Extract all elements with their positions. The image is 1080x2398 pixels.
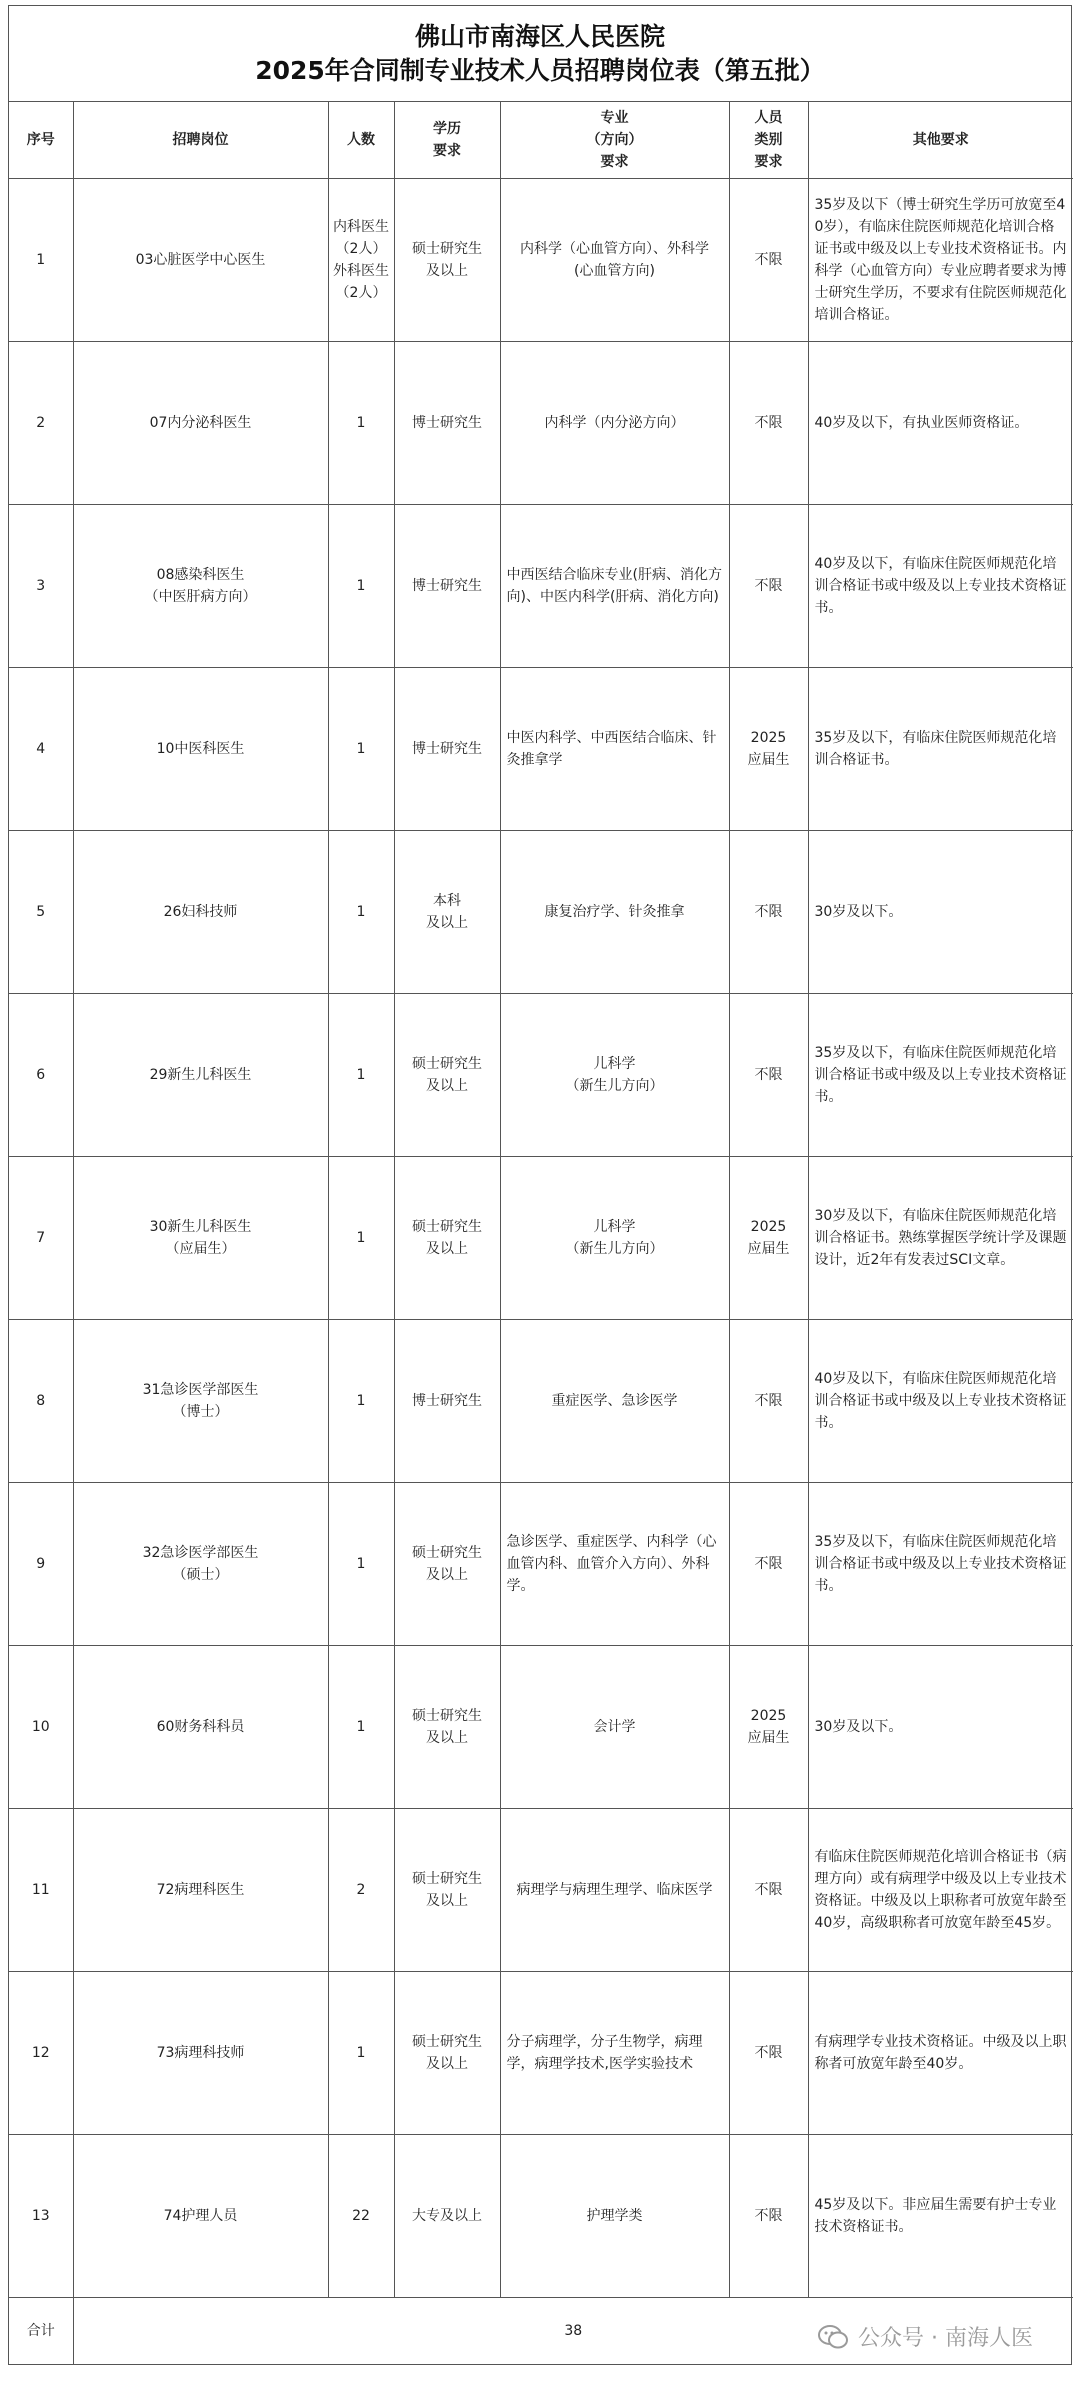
cell-other: 35岁及以下，有临床住院医师规范化培训合格证书。 xyxy=(808,668,1073,831)
cell-count: 1 xyxy=(328,1320,394,1483)
cell-no: 12 xyxy=(9,1972,73,2135)
watermark-text: 公众号 · 南海人医 xyxy=(858,2326,1033,2351)
cell-count: 内科医生 （2人） 外科医生 （2人） xyxy=(328,179,394,342)
header-category: 人员 类别 要求 xyxy=(729,102,808,179)
cell-count: 1 xyxy=(328,1157,394,1320)
cell-other: 35岁及以下，有临床住院医师规范化培训合格证书或中级及以上专业技术资格证书。 xyxy=(808,994,1073,1157)
cell-count: 1 xyxy=(328,1483,394,1646)
recruitment-sheet xyxy=(8,5,1072,2365)
cell-count: 1 xyxy=(328,342,394,505)
table-row xyxy=(9,1320,1073,1483)
cell-position: 08感染科医生 （中医肝病方向） xyxy=(73,505,328,668)
cell-no: 6 xyxy=(9,994,73,1157)
cell-no: 7 xyxy=(9,1157,73,1320)
cell-category: 2025 应届生 xyxy=(729,1646,808,1809)
total-label: 合计 xyxy=(9,2298,73,2365)
cell-no: 3 xyxy=(9,505,73,668)
cell-category: 不限 xyxy=(729,1809,808,1972)
cell-education: 硕士研究生 及以上 xyxy=(394,1972,500,2135)
cell-position: 72病理科医生 xyxy=(73,1809,328,1972)
title-line-2: 2025年合同制专业技术人员招聘岗位表（第五批） xyxy=(255,55,825,85)
cell-other: 有病理学专业技术资格证。中级及以上职称者可放宽年龄至40岁。 xyxy=(808,1972,1073,2135)
cell-other: 40岁及以下，有临床住院医师规范化培训合格证书或中级及以上专业技术资格证书。 xyxy=(808,505,1073,668)
cell-no: 9 xyxy=(9,1483,73,1646)
cell-major: 病理学与病理生理学、临床医学 xyxy=(500,1809,729,1972)
cell-count: 1 xyxy=(328,994,394,1157)
cell-category: 不限 xyxy=(729,342,808,505)
table-row xyxy=(9,1646,1073,1809)
cell-no: 8 xyxy=(9,1320,73,1483)
cell-position: 31急诊医学部医生 （博士） xyxy=(73,1320,328,1483)
cell-category: 2025 应届生 xyxy=(729,1157,808,1320)
positions-table xyxy=(9,102,1073,2364)
header-position: 招聘岗位 xyxy=(73,102,328,179)
cell-category: 不限 xyxy=(729,1972,808,2135)
cell-major: 中西医结合临床专业(肝病、消化方向)、中医内科学(肝病、消化方向) xyxy=(500,505,729,668)
cell-count: 1 xyxy=(328,505,394,668)
table-row xyxy=(9,994,1073,1157)
table-header-row xyxy=(9,102,1073,179)
cell-major: 分子病理学，分子生物学，病理学，病理学技术,医学实验技术 xyxy=(500,1972,729,2135)
cell-count: 22 xyxy=(328,2135,394,2298)
cell-other: 40岁及以下，有执业医师资格证。 xyxy=(808,342,1073,505)
cell-major: 康复治疗学、针灸推拿 xyxy=(500,831,729,994)
cell-major: 护理学类 xyxy=(500,2135,729,2298)
cell-position: 26妇科技师 xyxy=(73,831,328,994)
cell-category: 不限 xyxy=(729,2135,808,2298)
cell-category: 不限 xyxy=(729,831,808,994)
header-major: 专业 （方向） 要求 xyxy=(500,102,729,179)
cell-major: 会计学 xyxy=(500,1646,729,1809)
cell-education: 硕士研究生 及以上 xyxy=(394,1157,500,1320)
cell-position: 07内分泌科医生 xyxy=(73,342,328,505)
cell-major: 内科学（心血管方向）、外科学 (心血管方向) xyxy=(500,179,729,342)
cell-major: 急诊医学、重症医学、内科学（心血管内科、血管介入方向）、外科学。 xyxy=(500,1483,729,1646)
cell-no: 1 xyxy=(9,179,73,342)
cell-education: 本科 及以上 xyxy=(394,831,500,994)
cell-category: 不限 xyxy=(729,1320,808,1483)
cell-major: 中医内科学、中西医结合临床、针灸推拿学 xyxy=(500,668,729,831)
table-row xyxy=(9,668,1073,831)
table-row xyxy=(9,2135,1073,2298)
cell-education: 硕士研究生 及以上 xyxy=(394,1483,500,1646)
cell-education: 硕士研究生 及以上 xyxy=(394,179,500,342)
table-row xyxy=(9,1157,1073,1320)
cell-other: 有临床住院医师规范化培训合格证书（病理方向）或有病理学中级及以上专业技术资格证。中级及以上职称者可放宽年龄至40岁，高级职称者可放宽年龄至45岁。 xyxy=(808,1809,1073,1972)
header-other: 其他要求 xyxy=(808,102,1073,179)
cell-major: 重症医学、急诊医学 xyxy=(500,1320,729,1483)
title-line-1: 佛山市南海区人民医院 xyxy=(414,21,665,51)
cell-category: 不限 xyxy=(729,994,808,1157)
table-row xyxy=(9,505,1073,668)
cell-major: 儿科学 （新生儿方向） xyxy=(500,1157,729,1320)
cell-other: 45岁及以下。非应届生需要有护士专业技术资格证书。 xyxy=(808,2135,1073,2298)
cell-education: 博士研究生 xyxy=(394,505,500,668)
cell-major: 儿科学 （新生儿方向） xyxy=(500,994,729,1157)
cell-no: 11 xyxy=(9,1809,73,1972)
table-row xyxy=(9,1483,1073,1646)
cell-other: 30岁及以下。 xyxy=(808,831,1073,994)
cell-count: 2 xyxy=(328,1809,394,1972)
cell-education: 博士研究生 xyxy=(394,1320,500,1483)
cell-position: 32急诊医学部医生 （硕士） xyxy=(73,1483,328,1646)
cell-count: 1 xyxy=(328,1646,394,1809)
cell-education: 硕士研究生 及以上 xyxy=(394,1809,500,1972)
table-row xyxy=(9,831,1073,994)
cell-category: 不限 xyxy=(729,179,808,342)
cell-count: 1 xyxy=(328,1972,394,2135)
cell-count: 1 xyxy=(328,831,394,994)
cell-other: 35岁及以下，有临床住院医师规范化培训合格证书或中级及以上专业技术资格证书。 xyxy=(808,1483,1073,1646)
cell-position: 10中医科医生 xyxy=(73,668,328,831)
cell-position: 74护理人员 xyxy=(73,2135,328,2298)
total-value: 38 xyxy=(73,2298,1073,2365)
cell-other: 30岁及以下。 xyxy=(808,1646,1073,1809)
cell-education: 博士研究生 xyxy=(394,342,500,505)
cell-position: 03心脏医学中心医生 xyxy=(73,179,328,342)
header-count: 人数 xyxy=(328,102,394,179)
cell-category: 不限 xyxy=(729,1483,808,1646)
cell-position: 30新生儿科医生 （应届生） xyxy=(73,1157,328,1320)
cell-no: 2 xyxy=(9,342,73,505)
cell-position: 29新生儿科医生 xyxy=(73,994,328,1157)
cell-education: 大专及以上 xyxy=(394,2135,500,2298)
cell-position: 73病理科技师 xyxy=(73,1972,328,2135)
header-no: 序号 xyxy=(9,102,73,179)
table-row xyxy=(9,1809,1073,1972)
cell-no: 5 xyxy=(9,831,73,994)
wechat-icon xyxy=(818,2324,848,2350)
cell-other: 30岁及以下，有临床住院医师规范化培训合格证书。熟练掌握医学统计学及课题设计，近2年有发表过SCI文章。 xyxy=(808,1157,1073,1320)
cell-other: 35岁及以下（博士研究生学历可放宽至40岁），有临床住院医师规范化培训合格证书或中级及以上专业技术资格证书。内科学（心血管方向）专业应聘者要求为博士研究生学历，不要求有住院医师规范化培训合格证。 xyxy=(808,179,1073,342)
table-row xyxy=(9,1972,1073,2135)
cell-no: 10 xyxy=(9,1646,73,1809)
cell-no: 13 xyxy=(9,2135,73,2298)
cell-education: 硕士研究生 及以上 xyxy=(394,994,500,1157)
cell-category: 不限 xyxy=(729,505,808,668)
cell-count: 1 xyxy=(328,668,394,831)
cell-no: 4 xyxy=(9,668,73,831)
watermark xyxy=(818,2321,1033,2352)
cell-major: 内科学（内分泌方向） xyxy=(500,342,729,505)
cell-position: 60财务科科员 xyxy=(73,1646,328,1809)
cell-other: 40岁及以下，有临床住院医师规范化培训合格证书或中级及以上专业技术资格证书。 xyxy=(808,1320,1073,1483)
table-row xyxy=(9,342,1073,505)
document-title xyxy=(9,6,1071,102)
cell-education: 博士研究生 xyxy=(394,668,500,831)
table-row xyxy=(9,179,1073,342)
header-education: 学历 要求 xyxy=(394,102,500,179)
cell-education: 硕士研究生 及以上 xyxy=(394,1646,500,1809)
cell-category: 2025 应届生 xyxy=(729,668,808,831)
